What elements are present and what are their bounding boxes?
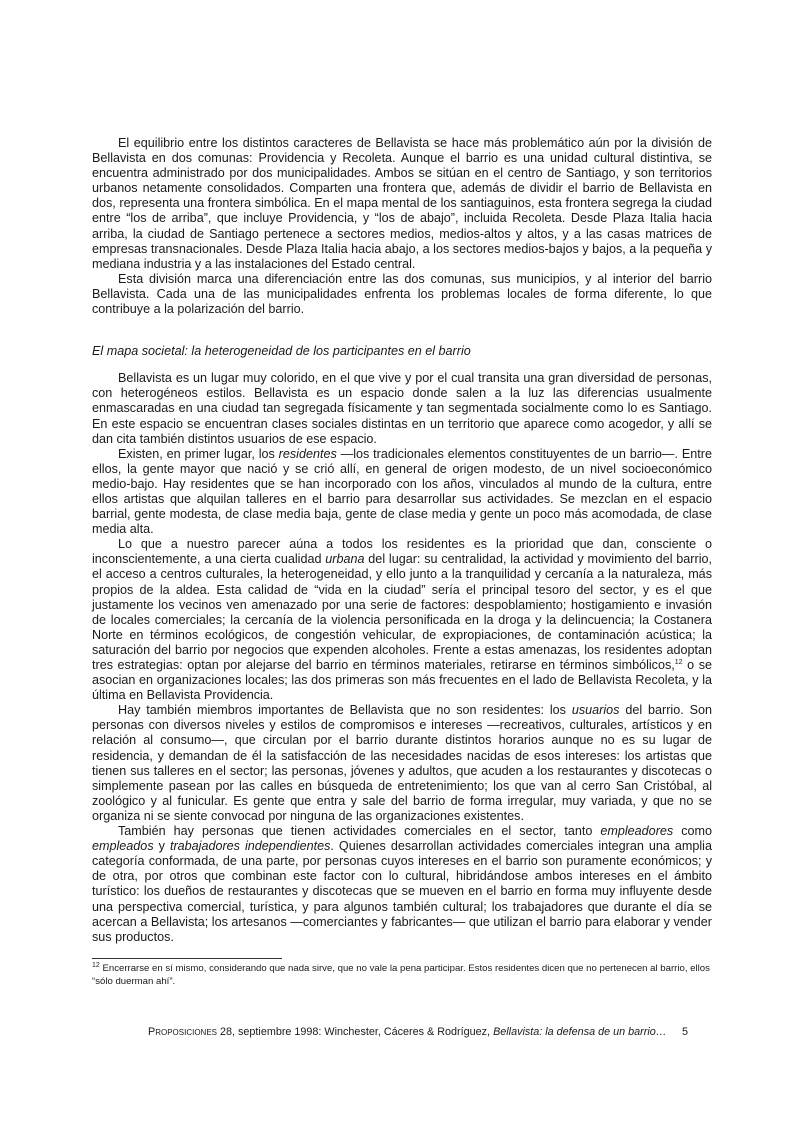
citation-text: 28, septiembre 1998: Winchester, Cáceres & Rodríguez, xyxy=(217,1026,494,1038)
text-run: del barrio. Son personas con diversos niveles y estilos de compromisos e intereses —recreativos, culturales, artísticos y en relación al consumo—, que circulan por el barrio durante distintos horarios aunque no es su lugar de residencia, y demandan de él la satisfacción de las necesidades nacidas de esos intereses: los artistas que tienen sus talleres en el sector; las personas, jóvenes y adultos, que acuden a los restaurantes y discotecas o simplemente pasean por las calles en búsqueda de entretenimiento; los que van al cerro San Cristóbal, al zoológico y al funicular. Es gente que entra y sale del barrio de forma irregular, muy variada, y que no se organiza ni se siente convocad por ninguna de las organizaciones existentes. xyxy=(92,703,712,823)
text-run: y xyxy=(153,839,170,854)
paragraph-residentes xyxy=(92,447,712,538)
text-run: Existen, en primer lugar, los xyxy=(118,446,279,461)
article-title: Bellavista: la defensa de un barrio… xyxy=(493,1026,667,1038)
term-usuarios: usuarios xyxy=(571,703,620,718)
term-trabajadores-independientes: trabajadores independientes xyxy=(169,839,331,854)
text-run: como xyxy=(673,824,713,839)
journal-name: Proposiciones xyxy=(148,1026,217,1038)
term-urbana: urbana xyxy=(325,552,365,567)
section-title: El mapa societal: la heterogeneidad de los participantes en el barrio xyxy=(92,344,471,359)
text-run: o se asocian en organizaciones locales; las dos primeras son más frecuentes en el lado de Bellavista Recoleta, y la última en Bellavista Providencia. xyxy=(92,658,712,703)
footnote-text: Encerrarse en sí mismo, considerando que nada sirve, que no vale la pena participar. Estos residentes dicen que no pertenecen al barrio, ellos “sólo duerman ahí”. xyxy=(92,963,710,987)
page-number: 5 xyxy=(681,1026,688,1038)
term-empleadores: empleadores xyxy=(600,824,674,839)
text-run: del lugar: su centralidad, la actividad y movimiento del barrio, el acceso a centros culturales, la heterogeneidad, y ello junto a la tranquilidad y cercanía a la naturaleza, más propios de la aldea. Esta calidad de “vida en la ciudad” sería el principal tesoro del sector, y es el que justamente los vecinos ven amenazado por una serie de factores: despoblamiento; hostigamiento e invasión de locales comerciales; la cercanía de la violencia personificada en la droga y la delincuencia; la Costanera Norte en términos ecológicos, de congestión vehicular, de expropiaciones, de contaminación acústica; la saturación del barrio por negocios que expenden alcoholes. Frente a estas amenazas, los residentes adoptan tres estrategias: optan por alejarse del barrio en términos materiales, retirarse en términos simbólicos, xyxy=(92,552,712,672)
text-run: También hay personas que tienen actividades comerciales en el sector, tanto xyxy=(118,824,601,839)
paragraph-intro-2: Esta división marca una diferenciación entre las dos comunas, sus municipios, y al interior del barrio Bellavista. Cada una de las municipalidades enfrenta los problemas locales de forma diferente, lo que contribuye a la polarización del barrio. xyxy=(92,271,712,317)
text-run: Lo que a nuestro parecer aúna a todos los residentes es la prioridad que dan, consciente o inconscientemente, a una cierta cualidad xyxy=(92,537,712,567)
page-footer xyxy=(148,1025,688,1039)
paragraph-intro-1: El equilibrio entre los distintos caracteres de Bellavista se hace más problemático aún por la división de Bellavista en dos comunas: Providencia y Recoleta. Aunque el barrio es una unidad cultural distintiva, se encuentra administrado por dos municipalidades. Ambos se sitúan en el centro de Santiago, y son territorios urbanos netamente consolidados. Comparten una frontera que, además de dividir el barrio de Bellavista en dos, representa una frontera simbólica. En el mapa mental de los santiaguinos, esta frontera segrega la ciudad entre “los de arriba”, que incluye Providencia, y “los de abajo”, incluida Recoleta. Desde Plaza Italia hacia arriba, la ciudad de Santiago pertenece a sectores medios, medios-altos y altos, y a las casas matrices de empresas transnacionales. Desde Plaza Italia hacia abajo, a los sectores medios-bajos y bajos, a la pequeña y mediana industria y a las instalaciones del Estado central. xyxy=(92,136,712,271)
footnote-divider xyxy=(92,958,282,959)
paragraph-usuarios xyxy=(92,703,712,824)
text-run: . Quienes desarrollan actividades comerciales integran una amplia categoría conformada, de una parte, por personas cuyos intereses en el barrio son puramente económicos; y de otra, por otros que combinan este factor con lo cultural, hibridándose ambos intereses en el ámbito turístico: los dueños de restaurantes y discotecas que se mueven en el barrio en forma muy influyente desde una perspectiva comercial, turística, y para algunos también cultural; los trabajadores que durante el día se acercan a Bellavista; los artesanos —comerciantes y fabricantes— que utilizan el barrio para elaborar y vender sus productos. xyxy=(92,839,712,944)
text-run: Hay también miembros importantes de Bellavista que no son residentes: los xyxy=(118,703,572,718)
footnote-12 xyxy=(92,962,712,988)
term-empleados: empleados xyxy=(92,839,154,854)
footnote-number: 12 xyxy=(92,961,100,969)
footnote-ref[interactable]: 12 xyxy=(674,658,683,666)
paragraph-cualidad-urbana xyxy=(92,537,712,703)
article-body xyxy=(92,136,712,945)
term-residentes: residentes xyxy=(278,446,337,461)
text-run: —los tradicionales elementos constituyentes de un barrio—. Entre ellos, la gente mayor que nació y se crió allí, en general de origen modesto, de un nivel socioeconómico medio-bajo. Hay residentes que se han incorporado con los años, vinculados al mundo de la cultura, entre ellos artistas que alquilan talleres en el barrio para desarrollar sus actividades. Se mezclan en el espacio barrial, gente modesta, de clase media baja, gente de clase media y gente un poco más acomodada, de clase media alta. xyxy=(92,446,712,537)
paragraph-bellavista: Bellavista es un lugar muy colorido, en el que vive y por el cual transita una gran diversidad de personas, con heterogéneos estilos. Bellavista es un espacio donde salen a la luz las diferencias usualmente enmascaradas en una ciudad tan segregada físicamente y tan segmentada socialmente como lo es Santiago. En este espacio se encuentran clases sociales distintas en un territorio que aparece como acogedor, y allí se dan cita también distintos usuarios de ese espacio. xyxy=(92,371,712,446)
paragraph-comerciales xyxy=(92,824,712,945)
